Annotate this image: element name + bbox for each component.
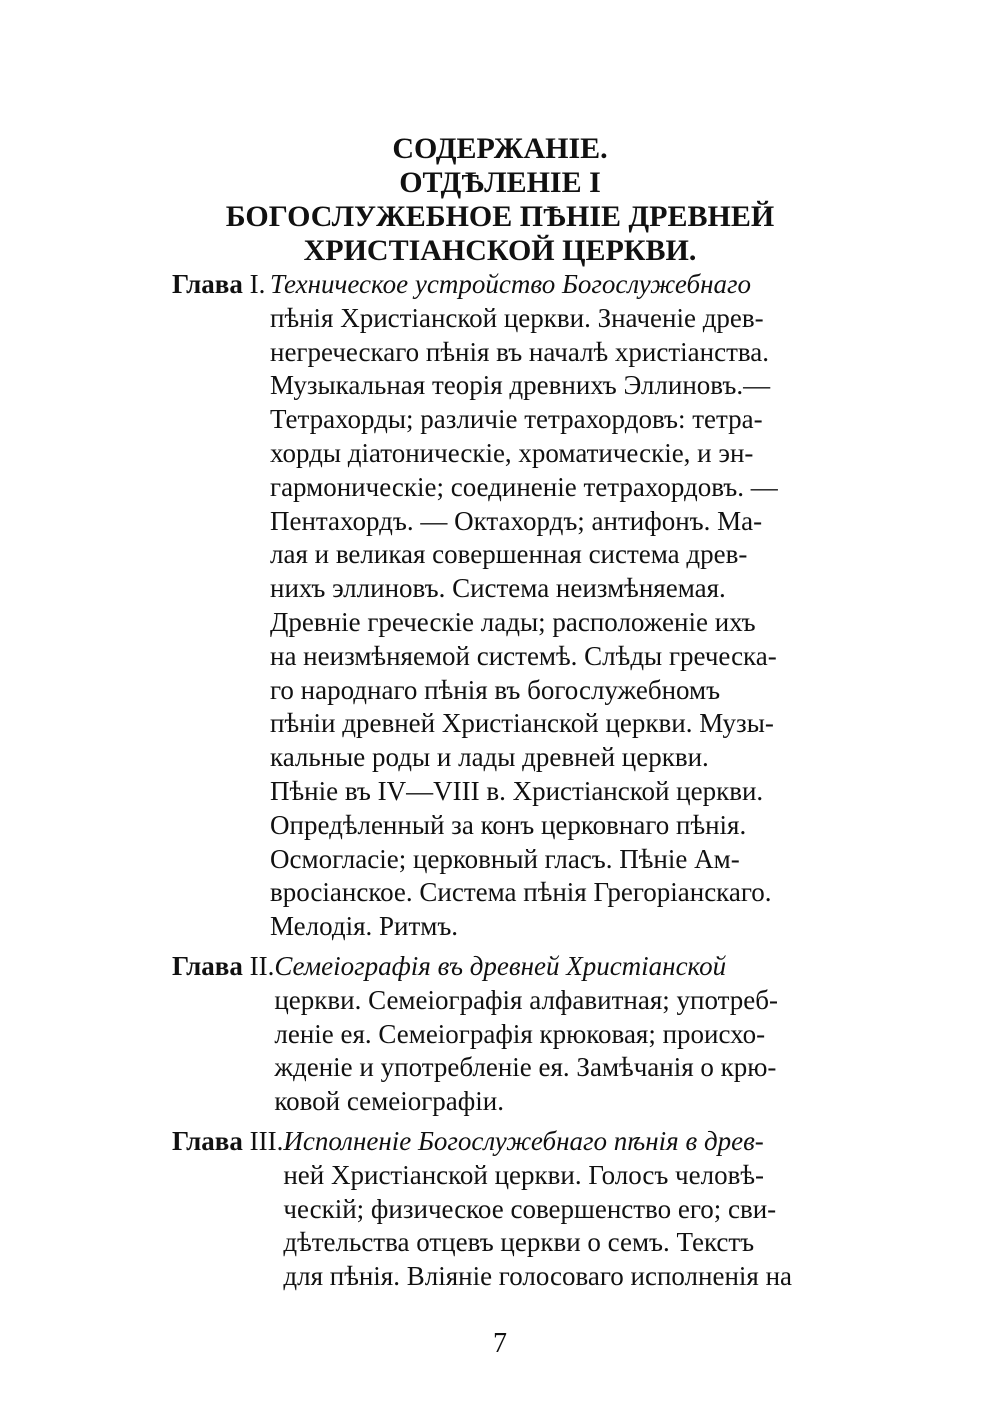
chapter-title-text: Семеіографія въ древней Христіанской xyxy=(274,950,727,981)
chapter-description xyxy=(283,1125,832,1294)
chapter-description xyxy=(274,950,832,1119)
line-text: для пѣнія. Вліяніе голосоваго исполненія на xyxy=(283,1261,792,1292)
line-text: го народнаго пѣнія въ богослужебномъ xyxy=(270,674,721,705)
description-line xyxy=(283,1193,832,1227)
description-line xyxy=(270,336,832,370)
line-text: пѣніи древней Христіанской церкви. Музы- xyxy=(270,708,774,739)
line-text: Мелодія. Ритмъ. xyxy=(270,911,459,942)
chapter-title-text: Техническое устройство Богослужебнаго xyxy=(270,269,752,299)
chapter-label xyxy=(172,268,270,944)
description-line xyxy=(270,471,832,505)
chapter-numeral: I. xyxy=(249,269,266,299)
line-text: Пѣніе въ IV—VIII в. Христіанской церкви. xyxy=(270,775,764,806)
description-line xyxy=(270,674,832,708)
table-of-contents xyxy=(172,268,832,1294)
description-line xyxy=(270,505,832,539)
description-line xyxy=(270,741,832,775)
description-line xyxy=(283,1125,832,1159)
chapter-entry xyxy=(172,268,832,944)
line-text: Древніе греческіе лады; расположеніе ихъ xyxy=(270,606,756,637)
description-line xyxy=(270,707,832,741)
description-line xyxy=(283,1260,832,1294)
line-text: жденіе и употребленіе ея. Замѣчанія о крю- xyxy=(274,1052,777,1083)
description-line xyxy=(270,437,832,471)
line-text: ческій; физическое совершенство его; сви- xyxy=(283,1193,777,1224)
line-text: лая и великая совершенная система древ- xyxy=(270,539,748,570)
line-text: леніе ея. Семеіографія крюковая; происхо- xyxy=(274,1018,766,1049)
description-line xyxy=(270,538,832,572)
chapter-description xyxy=(270,268,832,944)
section-subtitle-line-2: ХРИСТІАНСКОЙ ЦЕРКВИ. xyxy=(303,234,697,267)
description-line xyxy=(270,876,832,910)
line-text: Осмогласіе; церковный гласъ. Пѣніе Ам- xyxy=(270,843,740,874)
description-line xyxy=(274,1085,832,1119)
contents-title: СОДЕРЖАНІЕ. xyxy=(392,132,608,165)
line-text: хорды діатоническіе, хроматическіе, и эн- xyxy=(270,437,754,468)
description-line xyxy=(274,984,832,1018)
line-text: нихъ эллиновъ. Система неизмѣняемая. xyxy=(270,573,726,604)
line-text: Музыкальная теорія древнихъ Эллиновъ.— xyxy=(270,370,771,401)
description-line xyxy=(270,775,832,809)
description-line xyxy=(270,302,832,336)
description-line xyxy=(270,809,832,843)
description-line xyxy=(270,369,832,403)
section-subtitle-line-1: БОГОСЛУЖЕБНОЕ ПѢНІЕ ДРЕВНЕЙ xyxy=(225,200,775,233)
description-line xyxy=(274,1051,832,1085)
description-line xyxy=(270,606,832,640)
line-text: ковой семеіографіи. xyxy=(274,1086,504,1117)
line-text: Пентахордъ. — Октахордъ; антифонъ. Ма- xyxy=(270,505,763,536)
description-line xyxy=(270,268,832,302)
line-text: гармоническіе; соединеніе тетрахордовъ. — xyxy=(270,471,778,502)
chapter-label xyxy=(172,1125,283,1294)
description-line xyxy=(270,843,832,877)
chapter-entry xyxy=(172,1125,832,1294)
chapter-title-text: Исполненіе Богослужебнаго пѣнія в древ- xyxy=(283,1125,764,1156)
line-text: ней Христіанской церкви. Голосъ человѣ- xyxy=(283,1159,764,1190)
line-text: пѣнія Христіанской церкви. Значеніе древ- xyxy=(270,302,764,333)
page-number: 7 xyxy=(493,1328,507,1359)
description-line xyxy=(283,1226,832,1260)
description-line xyxy=(270,403,832,437)
chapter-numeral: III. xyxy=(249,1125,284,1156)
chapter-word: Глава xyxy=(172,950,243,981)
description-line xyxy=(270,910,832,944)
chapter-numeral: II. xyxy=(249,950,275,981)
chapter-word: Глава xyxy=(172,269,243,299)
line-text: Опредѣленный за конъ церковнаго пѣнія. xyxy=(270,809,747,840)
line-text: церкви. Семеіографія алфавитная; употреб- xyxy=(274,984,778,1015)
description-line xyxy=(283,1159,832,1193)
chapter-word: Глава xyxy=(172,1125,243,1156)
contents-header xyxy=(0,132,1000,268)
chapter-label xyxy=(172,950,274,1119)
description-line xyxy=(274,1018,832,1052)
line-text: вросіанское. Система пѣнія Грегоріанскаго. xyxy=(270,877,772,908)
section-title: ОТДѢЛЕНІЕ I xyxy=(399,166,601,199)
description-line xyxy=(274,950,832,984)
line-text: на неизмѣняемой системѣ. Слѣды греческа- xyxy=(270,640,777,671)
description-line xyxy=(270,640,832,674)
description-line xyxy=(270,572,832,606)
chapter-entry xyxy=(172,950,832,1119)
line-text: Тетрахорды; различіе тетрахордовъ: тетра- xyxy=(270,404,763,435)
line-text: дѣтельства отцевъ церкви о семъ. Текстъ xyxy=(283,1227,755,1258)
line-text: кальные роды и лады древней церкви. xyxy=(270,742,709,773)
line-text: негреческаго пѣнія въ началѣ христіанства. xyxy=(270,336,770,367)
